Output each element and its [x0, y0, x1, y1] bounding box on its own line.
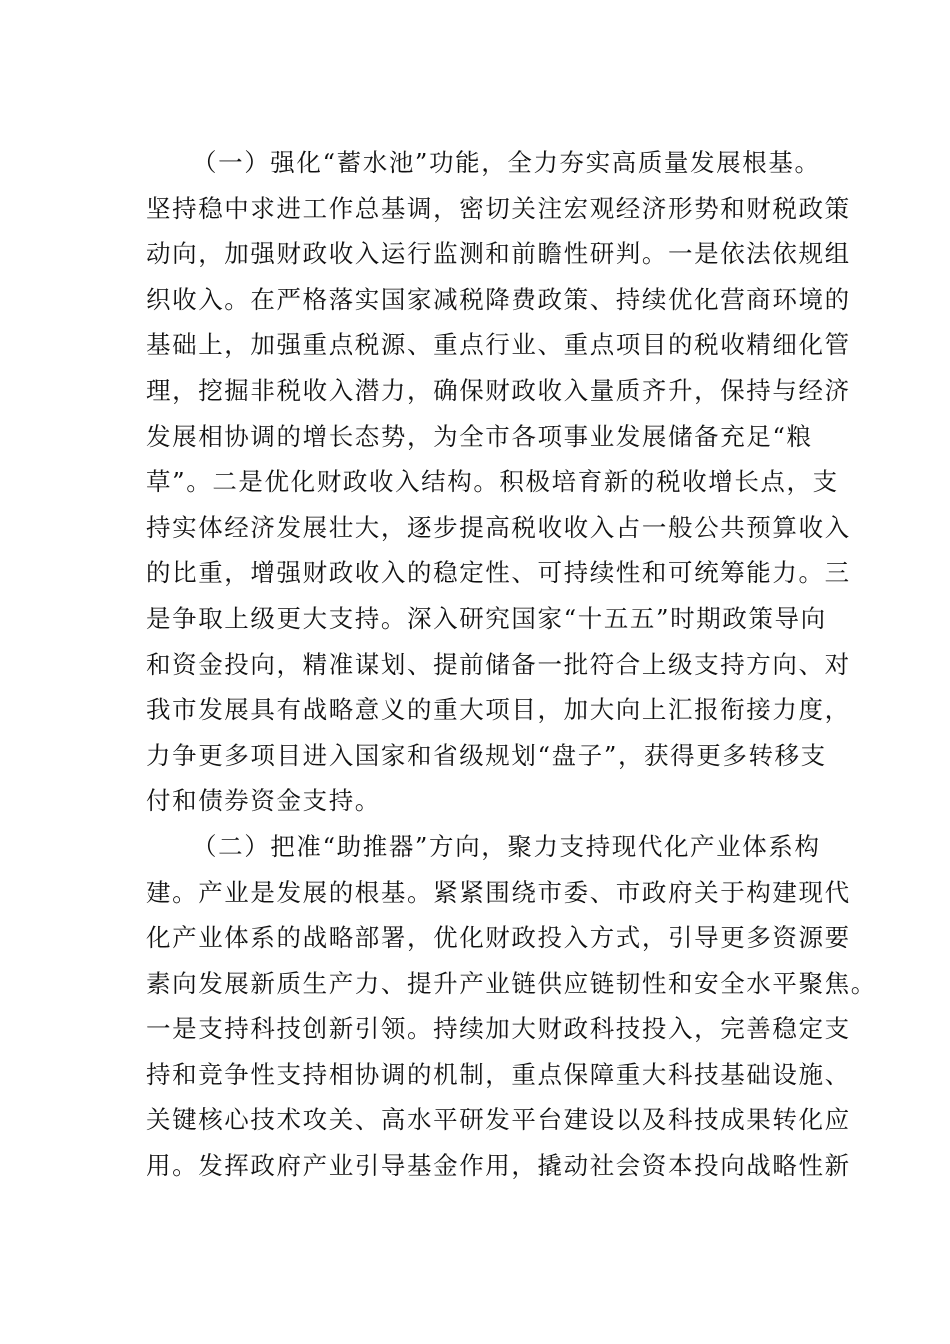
- paragraph-line: 是争取上级更大支持。深入研究国家“十五五”时期政策导向: [146, 603, 827, 633]
- paragraph-line: 织收入。在严格落实国家减税降费政策、持续优化营商环境的: [146, 284, 851, 314]
- paragraph-line: 持和竞争性支持相协调的机制，重点保障重大科技基础设施、: [146, 1059, 851, 1089]
- paragraph-line: 建。产业是发展的根基。紧紧围绕市委、市政府关于构建现代: [146, 877, 851, 907]
- paragraph-line: 基础上，加强重点税源、重点行业、重点项目的税收精细化管: [146, 330, 851, 360]
- paragraph-line: 我市发展具有战略意义的重大项目，加大向上汇报衔接力度，: [146, 695, 851, 725]
- paragraph-line: 和资金投向，精准谋划、提前储备一批符合上级支持方向、对: [146, 649, 851, 679]
- paragraph-line: 持实体经济发展壮大，逐步提高税收收入占一般公共预算收入: [146, 512, 851, 542]
- paragraph-line: 力争更多项目进入国家和省级规划“盘子”，获得更多转移支: [146, 740, 827, 770]
- paragraph-line: 关键核心技术攻关、高水平研发平台建设以及科技成果转化应: [146, 1105, 851, 1135]
- paragraph-line: 化产业体系的战略部署，优化财政投入方式，引导更多资源要: [146, 923, 851, 953]
- paragraph-line: 动向，加强财政收入运行监测和前瞻性研判。一是依法依规组: [146, 239, 851, 269]
- paragraph-line: 付和债券资金支持。: [146, 786, 381, 816]
- paragraph-line: 的比重，增强财政收入的稳定性、可持续性和可统筹能力。三: [146, 558, 851, 588]
- paragraph-line: 理，挖掘非税收入潜力，确保财政收入量质齐升，保持与经济: [146, 375, 851, 405]
- paragraph-line: 素向发展新质生产力、提升产业链供应链韧性和安全水平聚焦。: [146, 968, 877, 998]
- paragraph-line: 草”。二是优化财政收入结构。积极培育新的税收增长点，支: [146, 467, 839, 497]
- body-text: [146, 140, 877, 1189]
- paragraph-line: 用。发挥政府产业引导基金作用，撬动社会资本投向战略性新: [146, 1151, 851, 1181]
- paragraph-line: 一是支持科技创新引领。持续加大财政科技投入，完善稳定支: [146, 1014, 851, 1044]
- section-1-heading: （一）强化“蓄水池”功能，全力夯实高质量发展根基。: [192, 148, 821, 177]
- section-2-heading: （二）把准“助推器”方向，聚力支持现代化产业体系构: [192, 831, 821, 861]
- paragraph-line: 坚持稳中求进工作总基调，密切关注宏观经济形势和财税政策: [146, 193, 851, 223]
- paragraph-line: 发展相协调的增长态势，为全市各项事业发展储备充足“粮: [146, 421, 813, 451]
